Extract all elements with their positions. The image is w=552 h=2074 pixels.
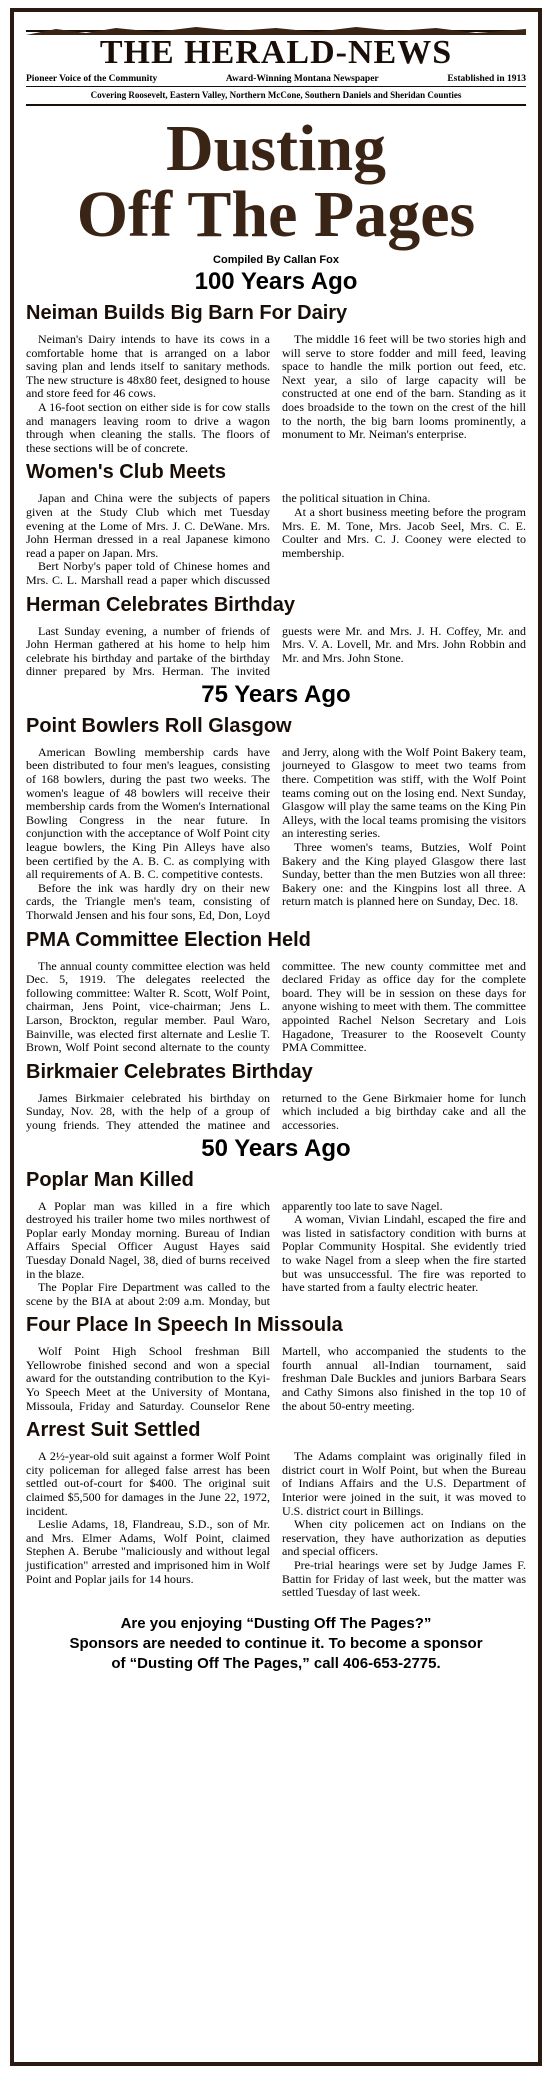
article [26,1061,526,1133]
article-body [26,333,526,455]
page-title [26,112,526,251]
article [26,1169,526,1309]
article-headline: PMA Committee Election Held [26,928,311,951]
article-paragraph: Wolf Point High School freshman Bill Yellowrobe finished second and won a special award for the outstanding contribution to the Kyi-Yo Speech Meet at the University of Montana, Missoula, Friday and Saturday. Counselor Rene Martell, who accompanied the students to the fourth annual all-Indian tournament, said freshman Dale Buckles and juniors Barbara Sears and Cathy Simons also finished in the top 10 of the about 50-entry meeting. [26,1344,526,1413]
article-paragraph: Before the ink was hardly dry on their new cards, the Triangle men's team, consisting of Thorwald Jensen and his four sons, Ed, Don, Loyd and Jerry, along with the Wolf Point Bakery team, journeyed to Glasgow to meet two teams from there. Competition was stiff, with the Wolf Point teams coming out on the losing end. Next Sunday, Glasgow will play the same teams on the King Pin Alleys, with the local teams promising the visitors an interesting series. [26,744,526,922]
article-paragraph: Three women's teams, Butzies, Wolf Point Bakery and the King played Glasgow there last Sunday, better than the men Butzies won all three: Bakery one: and the Kingpins lost all three. A return match is planned here on Sunday, Dec. 18. [282,840,526,909]
article-paragraph: The annual county committee election was held Dec. 5, 1919. The delegates reelected the following committee: Walter R. Scott, Wolf Point, chairman, Jens Point, vice-chairman; Jens L. Larson, Brockton, regular member. Paul Waro, Bainville, was elected first alternate and Leslie T. Brown, Wolf Point second alternate to the county committee. The new county committee met and declared Friday as office day for the complete board. They will be in session on these days for anyone wishing to meet with them. The committee appointed Rachel Nelson Secretary and Lois Hagadone, Treasurer to the Roosevelt County PMA Committee. [26,958,526,1055]
article-paragraph: A 2½-year-old suit against a former Wolf Point city policeman for alleged false arrest has been settled out-of-court for $400. The original suit claimed $5,500 for damages in the June 22, 1972, incident. [26,1449,270,1518]
article-body [26,492,526,587]
masthead-tagline-right: Established in 1913 [447,74,526,84]
article-paragraph: Bert Norby's paper told of Chinese homes and Mrs. C. L. Marshall read a paper which discussed the political situation in China. [26,491,431,587]
article-headline: Four Place In Speech In Missoula [26,1314,343,1337]
article-headline: Birkmaier Celebrates Birthday [26,1060,313,1083]
compiled-by: Compiled By Callan Fox [213,254,339,266]
article-paragraph: American Bowling membership cards have been distributed to four men's leagues, consisting of 168 bowlers, during the past two weeks. The women's league of 48 bowlers will receive their membership cards from the Women's International Bowling Congress in the near future. In conjunction with the acceptance of Wolf Point city league bowlers, the King Pin Alleys have also been certified by the A. B. C. as complying with all requirements of A. B. C. competitive contests. [26,744,270,882]
article-body [26,960,526,1055]
sponsor-footer-line: Are you enjoying “Dusting Off The Pages?” [120,1614,432,1632]
masthead-illustration [26,20,526,32]
article-paragraph: James Birkmaier celebrated his birthday on Sunday, Nov. 28, with the help of a group of young friends. They attended the matinee and returned to the Gene Birkmaier home for lunch which included a big birthday cake and all the accessories. [26,1090,526,1132]
article-paragraph: The Poplar Fire Department was called to the scene by the BIA at about 2:09 a.m. Monday, but apparently too late to save Nagel. [26,1198,443,1308]
article-body [26,625,526,679]
article [26,594,526,679]
article [26,1314,526,1413]
article-paragraph: A woman, Vivian Lindahl, escaped the fire and was listed in satisfactory condition with burns at Poplar Community Hospital. She evidently tried to wake Nagel from a sleep when the fire started but was unsuccessful. The fire was reported to have started from a faulty electric heater. [282,1212,526,1295]
masthead [26,20,526,106]
article-paragraph: When city policemen act on Indians on the reservation, they have authorization as deputies and special officers. [282,1517,526,1559]
sponsor-footer [26,1614,526,1674]
section-75-years [26,681,526,1133]
article-headline: Arrest Suit Settled [26,1419,201,1442]
page-frame [10,8,542,2066]
article-headline: Poplar Man Killed [26,1168,194,1191]
article-paragraph: Japan and China were the subjects of papers given at the Study Club which met Tuesday evening at the Lome of Mrs. J. C. DeWane. Mrs. John Herman dressed in a real Japanese kimono read a paper on Japan. Mrs. [26,491,270,560]
article-paragraph: At a short business meeting before the program Mrs. E. M. Tone, Mrs. Jacob Seel, Mrs. C. E. Coulter and Mrs. C. J. Cooney were elected to membership. [282,504,526,560]
sponsor-footer-line: Sponsors are needed to continue it. To become a sponsor [69,1634,483,1652]
page-title-line-1: Dusting [165,112,387,185]
article-paragraph: Leslie Adams, 18, Flandreau, S.D., son of Mr. and Mrs. Elmer Adams, Wolf Point, claimed Stephen A. Berube "maliciously and without legal justification" arrested and imprisoned him in Wolf Point and Poplar jails for 14 hours. [26,1517,270,1586]
article [26,929,526,1055]
article [26,1419,526,1600]
era-heading: 75 Years Ago [201,680,351,708]
article-body [26,746,526,923]
article-paragraph: Pre-trial hearings were set by Judge James F. Battin for Friday of last week, but the matter was settled Tuesday of last week. [282,1558,526,1600]
page-title-line-2: Off The Pages [76,178,476,251]
article-paragraph: A Poplar man was killed in a fire which destroyed his trailer home two miles northwest of Poplar early Monday morning. Bureau of Indian Affairs Special Officer August Hayes said Tuesday Donald Nagel, 38, died of burns received in the blaze. [26,1198,270,1281]
article [26,302,526,455]
article-headline: Neiman Builds Big Barn For Dairy [26,302,348,324]
article-paragraph: Last Sunday evening, a number of friends of John Herman gathered at his home to help him celebrate his birthday and partake of the birthday dinner prepared by Mrs. Herman. The invited guests were Mr. and Mrs. J. H. Coffey, Mr. and Mrs. V. A. Lovell, Mr. and Mrs. John Robbin and Mr. and Mrs. John Stone. [26,623,526,679]
masthead-tagline-row [26,72,526,87]
section-100-years [26,268,526,679]
era-heading: 50 Years Ago [201,1134,351,1162]
article [26,461,526,587]
article-paragraph: Neiman's Dairy intends to have its cows in a comfortable home that is arranged on a labor saving plan and lends itself to sanitary methods. The new structure is 48x80 feet, designed to house and store feed for 46 cows. [26,332,270,401]
section-50-years [26,1135,526,1600]
article-body [26,1092,526,1133]
article [26,715,526,923]
article-headline: Women's Club Meets [26,461,226,484]
sponsor-footer-line: of “Dusting Off The Pages,” call 406-653-2775. [111,1654,441,1672]
masthead-coverage: Covering Roosevelt, Eastern Valley, Northern McCone, Southern Daniels and Sheridan Counties [26,87,526,106]
article-headline: Point Bowlers Roll Glasgow [26,714,292,737]
masthead-tagline-left: Pioneer Voice of the Community [26,74,158,84]
article-headline: Herman Celebrates Birthday [26,593,295,616]
article-paragraph: The Adams complaint was originally filed in district court in Wolf Point, but when the Bureau of Indians Affairs and the U.S. Department of Interior were joined in the suit, it was moved to U.S. district court in Billings. [282,1449,526,1518]
masthead-title: THE HERALD-NEWS [99,34,453,71]
article-paragraph: A 16-foot section on either side is for cow stalls and managers leaving room to drive a wagon through when cleaning the stalls. The floors of these sections will be of concrete. [26,399,270,455]
masthead-tagline-center: Award-Winning Montana Newspaper [225,74,379,84]
article-paragraph: The middle 16 feet will be two stories high and will serve to store fodder and mill feed, leaving space to handle the milk portion out feed, etc. Next year, a silo of large capacity will be constructed at one end of the barn. Standing as it does broadside to the town on the crest of the hill to the north, the big barn looms prominently, a monument to Mr. Neiman's enterprise. [282,332,526,442]
article-body [26,1345,526,1413]
article-body [26,1450,526,1600]
article-body [26,1200,526,1309]
era-heading: 100 Years Ago [194,268,358,295]
